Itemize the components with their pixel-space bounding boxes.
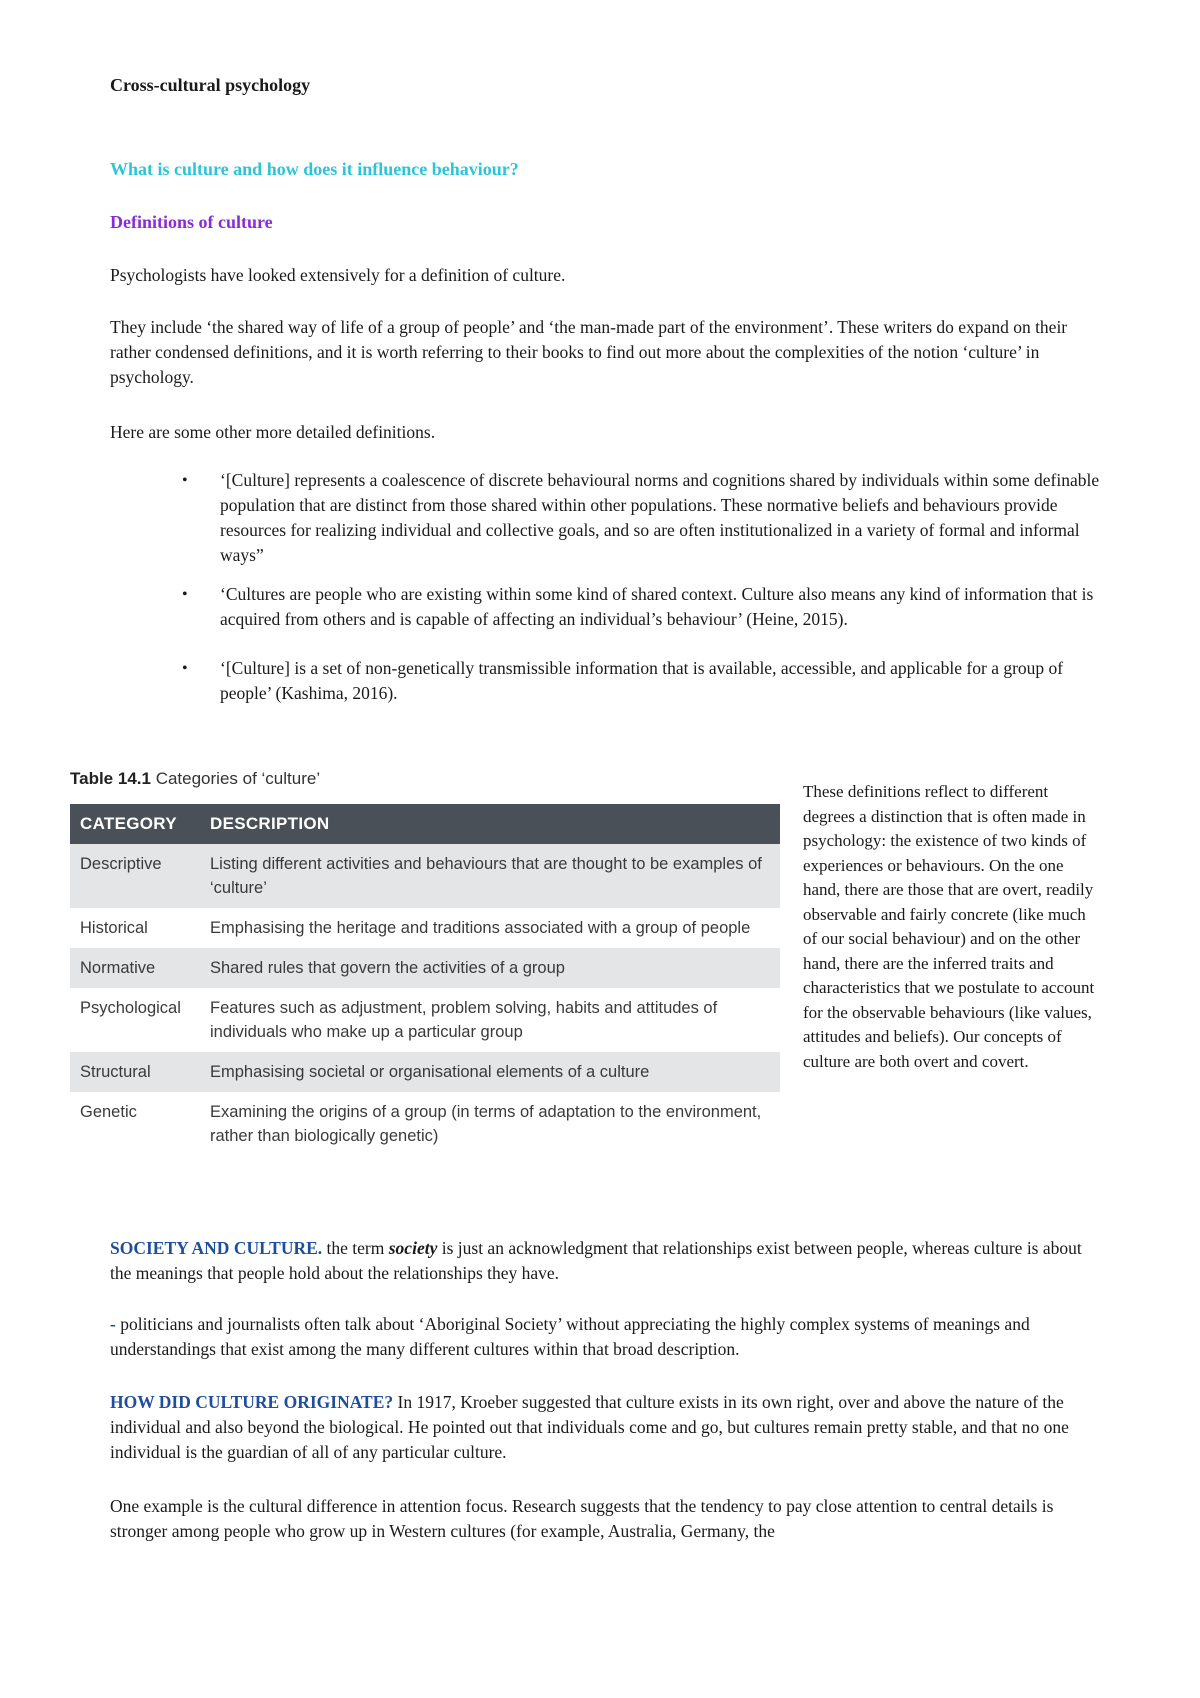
politicians-paragraph: [110, 1312, 1100, 1362]
table-row: [70, 908, 780, 948]
table-caption: [70, 766, 780, 792]
description-cell: Emphasising societal or organisational elements of a culture: [200, 1052, 780, 1092]
table-caption-label: Table 14.1: [70, 769, 151, 788]
list-item: [160, 468, 1100, 568]
table-header-row: [70, 804, 780, 844]
side-commentary: These definitions reflect to different degrees a distinction that is often made in psychology: the existence of two kinds of experiences or behaviours. On the one hand, there are those that are overt, readily observable and fairly concrete (like much of our social behaviour) and on the other hand, there are the inferred traits and characteristics that we postulate to account for the observable behaviours (like values, attitudes and beliefs). Our concepts of culture are both overt and covert.: [803, 782, 1095, 1071]
society-heading: SOCIETY AND CULTURE.: [110, 1238, 323, 1258]
section-heading: What is culture and how does it influence behaviour?: [110, 159, 519, 179]
description-cell: Shared rules that govern the activities of a group: [200, 948, 780, 988]
description-cell: Features such as adjustment, problem solving, habits and attitudes of individuals who make up a particular group: [210, 999, 718, 1041]
description-cell: Examining the origins of a group (in terms of adaptation to the environment, rather than biologically genetic): [210, 1103, 762, 1145]
culture-categories-table: [70, 766, 780, 1156]
list-item: [160, 656, 1100, 706]
bullet-icon: •: [182, 472, 188, 489]
definitions-paragraph: They include ‘the shared way of life of a group of people’ and ‘the man-made part of the environment’. These writers do expand on their rather condensed definitions, and it is worth referring to their books to find out more about the complexities of the notion ‘culture’ in psychology.: [110, 317, 1068, 387]
definition-text: ‘[Culture] is a set of non-genetically transmissible information that is available, accessible, and applicable for a group of people’ (Kashima, 2016).: [220, 658, 1064, 703]
politicians-text: politicians and journalists often talk about ‘Aboriginal Society’ without appreciating the highly complex systems of meanings and understandings that exist among the many different cultures within that broad description.: [110, 1314, 1030, 1359]
origin-text: In 1917, Kroeber suggested that culture exists in its own right, over and above the nature of the individual and also beyond the biological. He pointed out that individuals come and go, but cultures remain pretty stable, and that no one individual is the guardian of all of any particular culture.: [110, 1392, 1069, 1462]
document-title: Cross-cultural psychology: [110, 75, 311, 95]
example-paragraph: One example is the cultural difference in attention focus. Research suggests that the tendency to pay close attention to central details is stronger among people who grow up in Western cultures (for example, Australia, Germany, the: [110, 1496, 1054, 1541]
categories-table: [70, 804, 780, 1156]
table-row: [70, 1052, 780, 1092]
origin-paragraph: [110, 1390, 1100, 1465]
origin-heading: HOW DID CULTURE ORIGINATE?: [110, 1392, 394, 1412]
bullet-icon: •: [182, 660, 188, 677]
description-cell: Listing different activities and behaviours that are thought to be examples of ‘culture’: [200, 844, 780, 908]
description-cell: Emphasising the heritage and traditions associated with a group of people: [210, 919, 751, 937]
column-header-category: CATEGORY: [70, 804, 200, 844]
category-cell: Structural: [70, 1052, 200, 1092]
table-caption-text: Categories of ‘culture’: [155, 769, 321, 788]
society-emphasis: society: [388, 1238, 438, 1258]
definitions-list: [160, 468, 1100, 720]
table-row: [70, 844, 780, 908]
category-cell: Normative: [70, 948, 200, 988]
definition-text: ‘Cultures are people who are existing within some kind of shared context. Culture also means any kind of information that is acquired from others and is capable of affecting an individual’s behaviour’ (Heine, 2015).: [220, 584, 1094, 629]
bullet-icon: •: [182, 586, 188, 603]
category-cell: Descriptive: [70, 844, 200, 908]
society-text-before: the term: [322, 1238, 389, 1258]
category-cell: Historical: [80, 919, 148, 937]
table-row: [70, 1092, 780, 1156]
category-cell: Genetic: [80, 1103, 137, 1121]
society-text-after: is just an acknowledgment that relationships exist between people, whereas culture is about the meanings that people hold about the relationships they have.: [110, 1238, 1082, 1283]
list-item: [160, 582, 1100, 632]
table-row: [70, 948, 780, 988]
society-paragraph: [110, 1236, 1100, 1286]
intro-paragraph: Psychologists have looked extensively for a definition of culture.: [110, 265, 566, 285]
definition-text: ‘[Culture] represents a coalescence of discrete behavioural norms and cognitions shared by individuals within some definable population that are distinct from those shared within other populations. These normative beliefs and behaviours provide resources for realizing individual and collective goals, and so are often institutionalized in a variety of formal and informal ways”: [220, 470, 1100, 565]
detailed-definitions-lead: Here are some other more detailed definitions.: [110, 422, 436, 442]
column-header-description: DESCRIPTION: [200, 804, 780, 844]
dash-marker: -: [110, 1314, 116, 1334]
category-cell: Psychological: [80, 999, 181, 1017]
table-row: [70, 988, 780, 1052]
subsection-heading: Definitions of culture: [110, 212, 273, 232]
